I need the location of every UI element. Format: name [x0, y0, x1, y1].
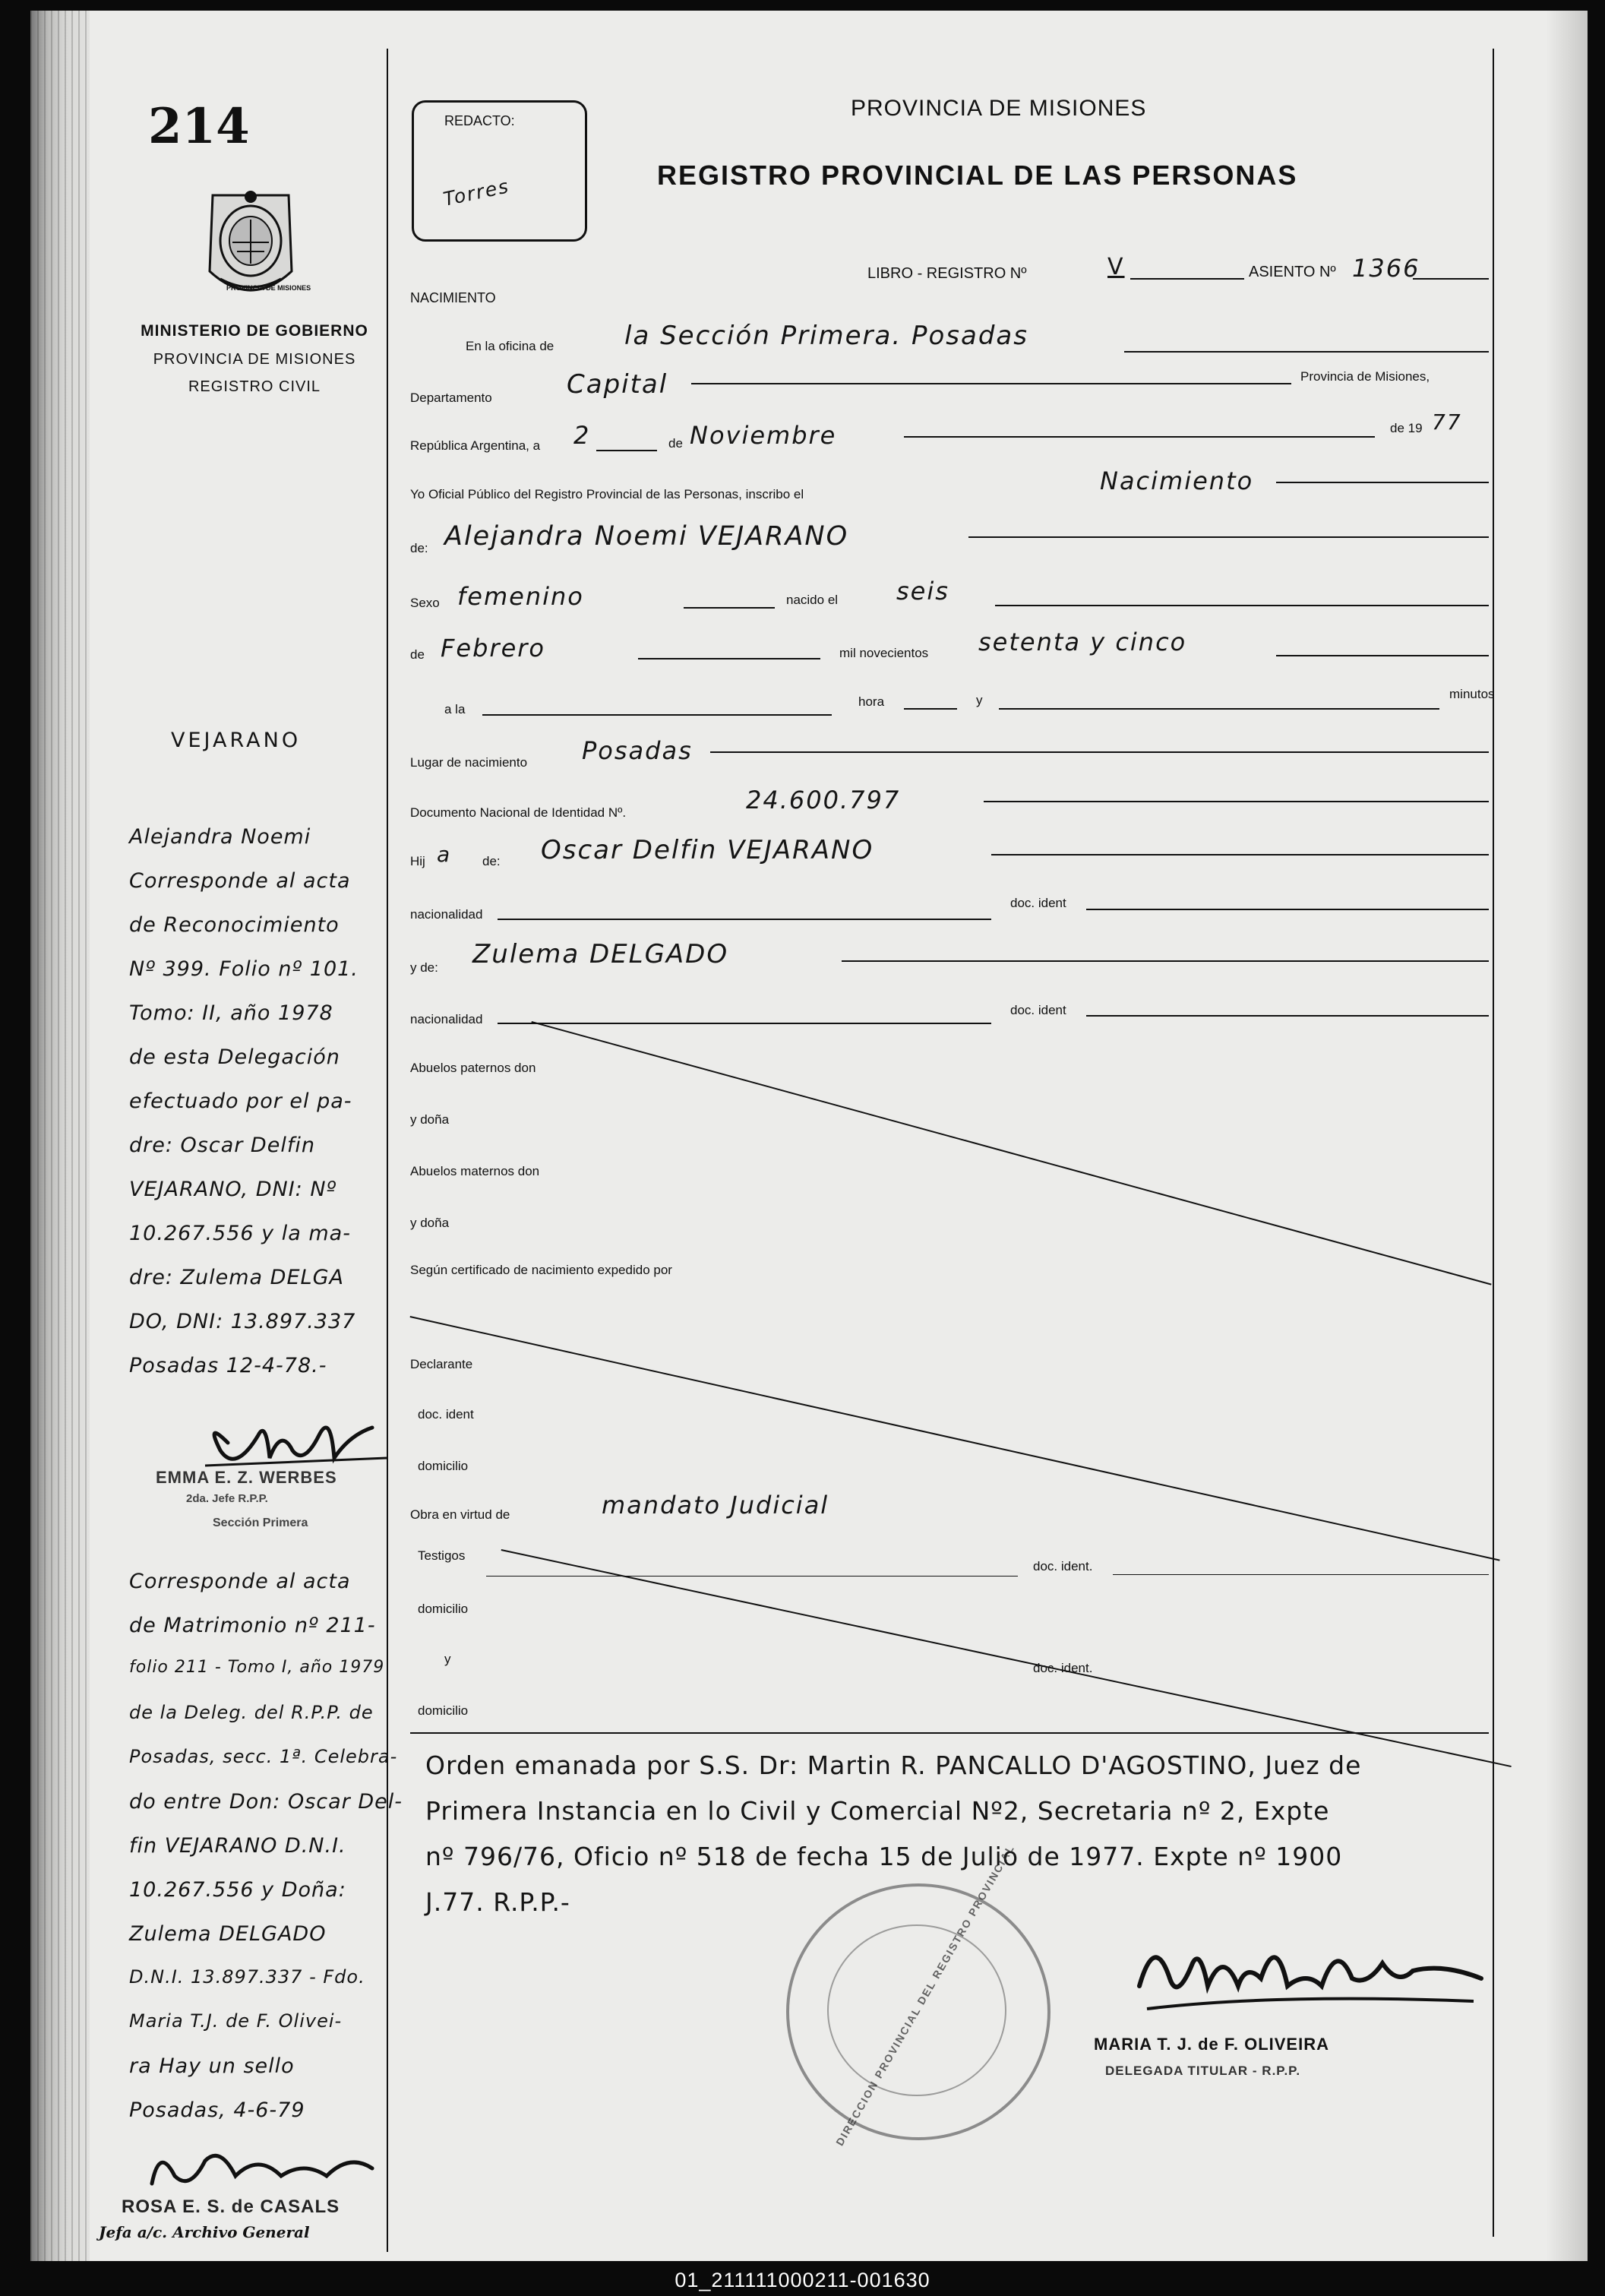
- margin-note2-line: folio 211 - Tomo I, año 1979: [129, 1658, 385, 1677]
- born-day-value: seis: [896, 577, 949, 606]
- cancel-line-1: [531, 1021, 1491, 1286]
- dni-label: Documento Nacional de Identidad Nº.: [410, 805, 627, 820]
- thousand-label: mil novecientos: [839, 646, 929, 660]
- dni-line: [984, 801, 1489, 802]
- born-month-line: [638, 658, 820, 659]
- stamp1-title: 2da. Jefe R.P.P.: [186, 1492, 268, 1505]
- doc-ident3-label: doc. ident: [418, 1407, 474, 1422]
- sheet-registry: REGISTRO PROVINCIAL DE LAS PERSONAS: [657, 160, 1298, 191]
- margin-note1-line: efectuado por el pa-: [129, 1089, 352, 1113]
- sex-line: [684, 607, 775, 609]
- redacto-label: REDACTO:: [444, 113, 515, 128]
- at-line: [482, 714, 832, 716]
- mandate-label: Obra en virtud de: [410, 1507, 510, 1522]
- child-label-post: de:: [482, 854, 501, 868]
- witnesses-line: [486, 1576, 1018, 1577]
- of-label: de:: [410, 541, 428, 555]
- father-line: [991, 854, 1489, 855]
- of2-label: de: [410, 647, 425, 662]
- margin-note2-line: 10.267.556 y Doña:: [129, 1878, 346, 1902]
- y-label: y: [444, 1652, 451, 1666]
- mandate-value: mandato Judicial: [602, 1491, 829, 1520]
- sex-label: Sexo: [410, 596, 440, 610]
- name-value: Alejandra Noemi VEJARANO: [444, 521, 849, 552]
- year-label: de 19: [1390, 421, 1423, 435]
- stamp2-name: ROSA E. S. de CASALS: [122, 2196, 340, 2217]
- margin-note2-line: do entre Don: Oscar Del-: [129, 1790, 403, 1814]
- margin-note1-line: de esta Delegación: [129, 1045, 340, 1069]
- order-line-2: Primera Instancia en lo Civil y Comercial Nº2, Secretaria nº 2, Expte: [425, 1796, 1330, 1826]
- maternal-label: Abuelos maternos don: [410, 1164, 540, 1178]
- department-line: [691, 383, 1291, 384]
- form-right-border: [1493, 49, 1494, 2237]
- domicile-label: domicilio: [418, 1459, 469, 1473]
- father-value: Oscar Delfin VEJARANO: [541, 835, 874, 865]
- sex-value: femenino: [457, 582, 584, 611]
- margin-note2-line: Corresponde al acta: [129, 1570, 351, 1593]
- mother-value: Zulema DELGADO: [472, 939, 729, 969]
- delegate-signature: [1124, 1918, 1489, 2035]
- redacto-box: [412, 100, 587, 242]
- nationality-label: nacionalidad: [410, 907, 483, 922]
- margin-note1-line: de Reconocimiento: [129, 913, 340, 937]
- minutes-label: minutos: [1449, 687, 1495, 701]
- day-line: [596, 450, 657, 451]
- register-page: [30, 11, 1588, 2261]
- margin-note1-line: Nº 399. Folio nº 101.: [129, 957, 359, 981]
- nationality2-line: [498, 1023, 991, 1024]
- month-value: Noviembre: [690, 421, 837, 450]
- born-month-value: Febrero: [441, 634, 545, 663]
- margin-signature-2: [129, 2138, 387, 2203]
- born-day-line: [995, 605, 1489, 606]
- year-value: 77: [1432, 410, 1462, 435]
- child-label-pre: Hij: [410, 854, 425, 868]
- margin-note1-line: VEJARANO, DNI: Nº: [129, 1178, 337, 1201]
- margin-note1-line: dre: Zulema DELGA: [129, 1266, 344, 1289]
- sheet-province: PROVINCIA DE MISIONES: [851, 96, 1147, 121]
- margin-note2-line: Zulema DELGADO: [129, 1922, 327, 1946]
- doc-ident-line: [1086, 909, 1489, 910]
- entry-label: ASIENTO Nº: [1249, 264, 1336, 280]
- hour-label: hora: [858, 694, 885, 709]
- office-line: [1124, 351, 1489, 353]
- entry-value: 1366: [1352, 254, 1420, 283]
- officer-text: Yo Oficial Público del Registro Provincial de las Personas, inscribo el: [410, 487, 804, 501]
- birthplace-value: Posadas: [582, 736, 693, 765]
- domicile3-label: domicilio: [418, 1703, 469, 1718]
- doc-ident5-label: doc. ident.: [1033, 1661, 1093, 1675]
- margin-note2-line: ra Hay un sello: [129, 2054, 295, 2078]
- order-top-line: [410, 1732, 1489, 1734]
- day-value: 2: [573, 421, 591, 450]
- y-dona-2: y doña: [410, 1216, 450, 1230]
- stamp2-title: Jefa a/c. Archivo General: [99, 2223, 310, 2241]
- doc-ident-label: doc. ident: [1010, 896, 1066, 910]
- doc-ident4-line: [1113, 1574, 1489, 1575]
- image-caption: 01_211111000211-001630: [675, 2269, 930, 2291]
- domicile2-label: domicilio: [418, 1602, 469, 1616]
- department-value: Capital: [567, 369, 668, 400]
- month-label: de: [668, 436, 683, 451]
- round-stamp-text: DIRECCION PROVINCIAL DEL REGISTRO PROVINCIAL: [833, 1842, 1017, 2148]
- y-dona-1: y doña: [410, 1112, 450, 1127]
- doc-ident4-label: doc. ident.: [1033, 1559, 1093, 1573]
- margin-note1-line: Tomo: II, año 1978: [129, 1001, 333, 1025]
- margin-note1-line: dre: Oscar Delfin: [129, 1134, 315, 1157]
- declarant-label: Declarante: [410, 1357, 473, 1371]
- born-label: nacido el: [786, 593, 839, 607]
- hour-line: [904, 708, 957, 710]
- nationality2-label: nacionalidad: [410, 1012, 483, 1026]
- month-line: [904, 436, 1375, 438]
- signatory-name: MARIA T. J. de F. OLIVEIRA: [1094, 2035, 1329, 2054]
- ministry-registry: REGISTRO CIVIL: [188, 378, 321, 395]
- margin-note1-line: Alejandra Noemi: [129, 825, 311, 849]
- margin-note2-line: Maria T.J. de F. Olivei-: [129, 2010, 343, 2032]
- form-left-border: [387, 49, 388, 2252]
- order-line-4: J.77. R.P.P.-: [425, 1887, 570, 1917]
- born-year-line: [1276, 655, 1489, 656]
- doc-ident2-line: [1086, 1015, 1489, 1017]
- ministry-title: MINISTERIO DE GOBIERNO: [141, 322, 368, 340]
- name-line: [968, 536, 1489, 538]
- nationality-line: [498, 919, 991, 920]
- doc-ident2-label: doc. ident: [1010, 1003, 1066, 1017]
- cancel-line-3: [501, 1549, 1512, 1767]
- book-binding: [30, 11, 90, 2261]
- page-edge: [1546, 11, 1588, 2261]
- margin-note2-line: fin VEJARANO D.N.I.: [129, 1834, 346, 1858]
- birthplace-line: [710, 751, 1489, 753]
- stamp1-section: Sección Primera: [213, 1516, 308, 1529]
- minutes-line: [999, 708, 1439, 710]
- office-value: la Sección Primera. Posadas: [624, 321, 1028, 351]
- inscribe-value: Nacimiento: [1100, 466, 1254, 495]
- margin-note1-line: DO, DNI: 13.897.337: [129, 1310, 356, 1333]
- margin-surname: VEJARANO: [171, 729, 302, 752]
- margin-note1-line: 10.267.556 y la ma-: [129, 1222, 351, 1245]
- seal-caption: PROVINCIA DE MISIONES: [226, 284, 311, 292]
- mother-line: [842, 960, 1489, 962]
- order-line-3: nº 796/76, Oficio nº 518 de fecha 15 de Julio de 1977. Expte nº 1900: [425, 1842, 1343, 1871]
- redacto-value: Torres: [441, 175, 512, 210]
- margin-note2-line: de la Deleg. del R.P.P. de: [129, 1702, 374, 1723]
- born-year-value: setenta y cinco: [978, 628, 1187, 656]
- cancel-line-2: [410, 1316, 1500, 1561]
- margin-note1-line: Corresponde al acta: [129, 869, 351, 893]
- page-number: 214: [148, 98, 250, 155]
- act-type: NACIMIENTO: [410, 290, 496, 305]
- inscribe-line: [1276, 482, 1489, 483]
- margin-note2-line: Posadas, secc. 1ª. Celebra-: [129, 1746, 398, 1767]
- child-label-value: a: [437, 842, 452, 867]
- margin-note2-line: D.N.I. 13.897.337 - Fdo.: [129, 1966, 365, 1988]
- province-label: Provincia de Misiones,: [1300, 369, 1430, 384]
- order-line-1: Orden emanada por S.S. Dr: Martin R. PANCALLO D'AGOSTINO, Juez de: [425, 1750, 1362, 1780]
- witnesses-label: Testigos: [418, 1548, 466, 1563]
- certificate-label: Según certificado de nacimiento expedido por: [410, 1263, 672, 1277]
- official-round-stamp: [786, 1842, 1051, 2148]
- ministry-province: PROVINCIA DE MISIONES: [153, 351, 356, 368]
- department-label: Departamento: [410, 391, 492, 405]
- and-of-label: y de:: [410, 960, 438, 975]
- dni-value: 24.600.797: [746, 786, 901, 814]
- book-label: LIBRO - REGISTRO Nº: [867, 265, 1027, 282]
- republic-label: República Argentina, a: [410, 438, 541, 453]
- entry-line: [1413, 278, 1489, 280]
- signatory-title: DELEGADA TITULAR - R.P.P.: [1105, 2064, 1301, 2078]
- paternal-label: Abuelos paternos don: [410, 1061, 536, 1075]
- birthplace-label: Lugar de nacimiento: [410, 755, 528, 770]
- stamp1-name: EMMA E. Z. WERBES: [156, 1468, 337, 1487]
- book-value: V: [1107, 254, 1125, 280]
- and-label: y: [976, 693, 983, 707]
- office-label: En la oficina de: [466, 339, 554, 353]
- margin-note1-line: Posadas 12-4-78.-: [129, 1354, 327, 1377]
- book-line: [1130, 278, 1244, 280]
- margin-note2-line: de Matrimonio nº 211-: [129, 1614, 376, 1637]
- at-label: a la: [444, 702, 466, 716]
- margin-note2-line: Posadas, 4-6-79: [129, 2098, 305, 2122]
